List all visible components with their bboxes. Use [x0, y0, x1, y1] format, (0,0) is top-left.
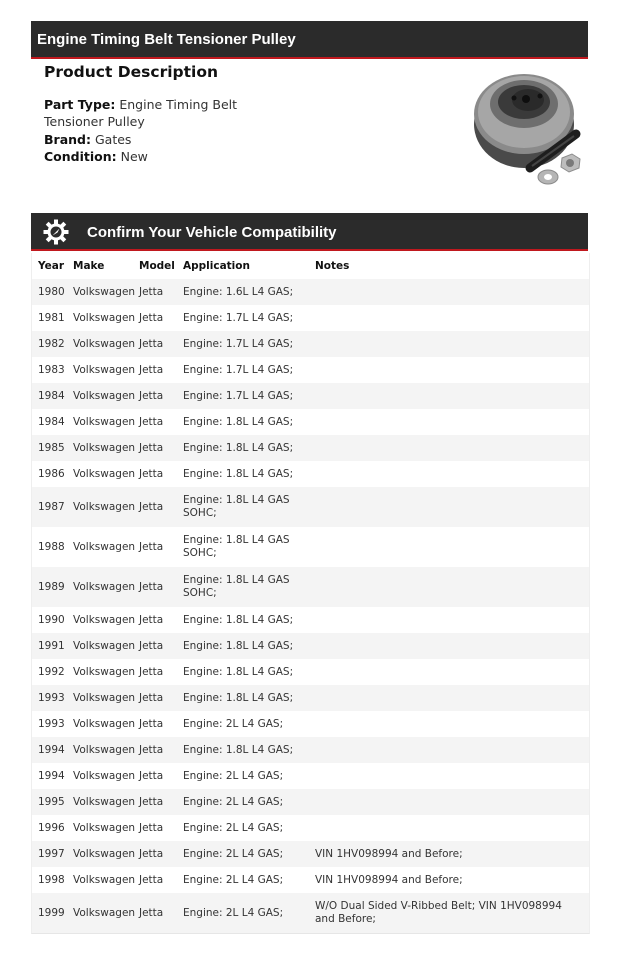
year-cell: 1983	[38, 364, 65, 376]
application-cell: Engine: 1.7L L4 GAS;	[183, 364, 294, 376]
condition-value: New	[120, 149, 148, 164]
table-row	[32, 527, 589, 567]
application-cell: Engine: 1.8L L4 GAS;	[183, 614, 294, 626]
year-cell: 1994	[38, 770, 65, 782]
column-header-application: Application	[183, 260, 250, 272]
table-row	[32, 685, 589, 711]
application-cell: Engine: 2L L4 GAS;	[183, 718, 284, 730]
table-row	[32, 409, 589, 435]
brand-label: Brand:	[44, 132, 91, 147]
condition-line	[44, 148, 148, 165]
table-row	[32, 383, 589, 409]
model-cell: Jetta	[139, 541, 164, 553]
model-cell: Jetta	[139, 581, 164, 593]
notes-cell: VIN 1HV098994 and Before;	[315, 848, 463, 860]
year-cell: 1993	[38, 692, 65, 704]
make-cell: Volkswagen	[73, 640, 136, 652]
brand-line	[44, 131, 131, 148]
model-cell: Jetta	[139, 442, 164, 454]
table-row	[32, 789, 589, 815]
table-row	[32, 763, 589, 789]
make-cell: Volkswagen	[73, 666, 136, 678]
application-cell: Engine: 2L L4 GAS;	[183, 848, 284, 860]
application-cell: Engine: 1.8L L4 GAS SOHC;	[183, 534, 290, 559]
application-cell: Engine: 1.8L L4 GAS;	[183, 692, 294, 704]
description-heading: Product Description	[44, 63, 219, 81]
model-cell: Jetta	[139, 501, 164, 513]
year-cell: 1994	[38, 744, 65, 756]
application-cell: Engine: 2L L4 GAS;	[183, 874, 284, 886]
make-cell: Volkswagen	[73, 874, 136, 886]
year-cell: 1989	[38, 581, 65, 593]
table-row	[32, 633, 589, 659]
model-cell: Jetta	[139, 718, 164, 730]
column-header-notes: Notes	[315, 260, 350, 272]
table-row	[32, 435, 589, 461]
model-cell: Jetta	[139, 907, 164, 919]
year-cell: 1996	[38, 822, 65, 834]
make-cell: Volkswagen	[73, 364, 136, 376]
make-cell: Volkswagen	[73, 581, 136, 593]
application-cell: Engine: 2L L4 GAS;	[183, 822, 284, 834]
gear-icon	[43, 219, 69, 245]
make-cell: Volkswagen	[73, 614, 136, 626]
table-row	[32, 487, 589, 527]
application-cell: Engine: 1.6L L4 GAS;	[183, 286, 294, 298]
make-cell: Volkswagen	[73, 770, 136, 782]
application-cell: Engine: 2L L4 GAS;	[183, 907, 284, 919]
year-cell: 1993	[38, 718, 65, 730]
year-cell: 1986	[38, 468, 65, 480]
year-cell: 1987	[38, 501, 65, 513]
application-cell: Engine: 1.8L L4 GAS;	[183, 666, 294, 678]
table-row	[32, 461, 589, 487]
make-cell: Volkswagen	[73, 692, 136, 704]
table-body	[32, 279, 589, 933]
make-cell: Volkswagen	[73, 744, 136, 756]
model-cell: Jetta	[139, 468, 164, 480]
year-cell: 1991	[38, 640, 65, 652]
model-cell: Jetta	[139, 822, 164, 834]
year-cell: 1999	[38, 907, 65, 919]
application-cell: Engine: 1.7L L4 GAS;	[183, 390, 294, 402]
make-cell: Volkswagen	[73, 416, 136, 428]
year-cell: 1990	[38, 614, 65, 626]
column-header-year: Year	[38, 260, 65, 272]
table-row	[32, 305, 589, 331]
part-type-value: Engine Timing Belt Tensioner Pulley	[44, 97, 238, 129]
model-cell: Jetta	[139, 874, 164, 886]
year-cell: 1980	[38, 286, 65, 298]
brand-value: Gates	[94, 132, 132, 147]
make-cell: Volkswagen	[73, 468, 136, 480]
make-cell: Volkswagen	[73, 286, 136, 298]
year-cell: 1984	[38, 390, 65, 402]
product-image	[468, 62, 586, 190]
table-row	[32, 893, 589, 933]
year-cell: 1998	[38, 874, 65, 886]
model-cell: Jetta	[139, 364, 164, 376]
product-title: Engine Timing Belt Tensioner Pulley	[37, 31, 296, 48]
table-row	[32, 567, 589, 607]
table-row	[32, 711, 589, 737]
table-row	[32, 331, 589, 357]
model-cell: Jetta	[139, 286, 164, 298]
table-row	[32, 279, 589, 305]
part-type-line	[44, 96, 289, 130]
application-cell: Engine: 1.7L L4 GAS;	[183, 312, 294, 324]
compatibility-title: Confirm Your Vehicle Compatibility	[87, 224, 337, 241]
table-row	[32, 357, 589, 383]
year-cell: 1988	[38, 541, 65, 553]
compatibility-bar	[31, 213, 588, 251]
model-cell: Jetta	[139, 390, 164, 402]
model-cell: Jetta	[139, 640, 164, 652]
condition-label: Condition:	[44, 149, 117, 164]
notes-cell: W/O Dual Sided V-Ribbed Belt; VIN 1HV098994 and Before;	[315, 900, 562, 925]
application-cell: Engine: 1.8L L4 GAS;	[183, 468, 294, 480]
make-cell: Volkswagen	[73, 442, 136, 454]
application-cell: Engine: 1.8L L4 GAS SOHC;	[183, 494, 290, 519]
year-cell: 1982	[38, 338, 65, 350]
make-cell: Volkswagen	[73, 848, 136, 860]
table-row	[32, 659, 589, 685]
application-cell: Engine: 2L L4 GAS;	[183, 770, 284, 782]
table-row	[32, 841, 589, 867]
table-row	[32, 607, 589, 633]
year-cell: 1995	[38, 796, 65, 808]
model-cell: Jetta	[139, 338, 164, 350]
application-cell: Engine: 1.8L L4 GAS SOHC;	[183, 574, 290, 599]
model-cell: Jetta	[139, 744, 164, 756]
make-cell: Volkswagen	[73, 907, 136, 919]
make-cell: Volkswagen	[73, 822, 136, 834]
application-cell: Engine: 2L L4 GAS;	[183, 796, 284, 808]
column-header-model: Model	[139, 260, 175, 272]
column-header-make: Make	[73, 260, 105, 272]
model-cell: Jetta	[139, 770, 164, 782]
year-cell: 1997	[38, 848, 65, 860]
make-cell: Volkswagen	[73, 501, 136, 513]
model-cell: Jetta	[139, 416, 164, 428]
make-cell: Volkswagen	[73, 390, 136, 402]
make-cell: Volkswagen	[73, 541, 136, 553]
make-cell: Volkswagen	[73, 312, 136, 324]
model-cell: Jetta	[139, 312, 164, 324]
model-cell: Jetta	[139, 614, 164, 626]
notes-cell: VIN 1HV098994 and Before;	[315, 874, 463, 886]
application-cell: Engine: 1.8L L4 GAS;	[183, 442, 294, 454]
year-cell: 1992	[38, 666, 65, 678]
application-cell: Engine: 1.8L L4 GAS;	[183, 640, 294, 652]
model-cell: Jetta	[139, 692, 164, 704]
make-cell: Volkswagen	[73, 796, 136, 808]
table-row	[32, 867, 589, 893]
table-header	[32, 253, 589, 279]
part-type-label: Part Type:	[44, 97, 116, 112]
model-cell: Jetta	[139, 848, 164, 860]
application-cell: Engine: 1.8L L4 GAS;	[183, 744, 294, 756]
compatibility-table	[31, 253, 590, 934]
make-cell: Volkswagen	[73, 718, 136, 730]
model-cell: Jetta	[139, 666, 164, 678]
table-row	[32, 815, 589, 841]
year-cell: 1981	[38, 312, 65, 324]
table-row	[32, 737, 589, 763]
year-cell: 1985	[38, 442, 65, 454]
model-cell: Jetta	[139, 796, 164, 808]
product-title-bar	[31, 21, 588, 59]
make-cell: Volkswagen	[73, 338, 136, 350]
year-cell: 1984	[38, 416, 65, 428]
application-cell: Engine: 1.7L L4 GAS;	[183, 338, 294, 350]
application-cell: Engine: 1.8L L4 GAS;	[183, 416, 294, 428]
